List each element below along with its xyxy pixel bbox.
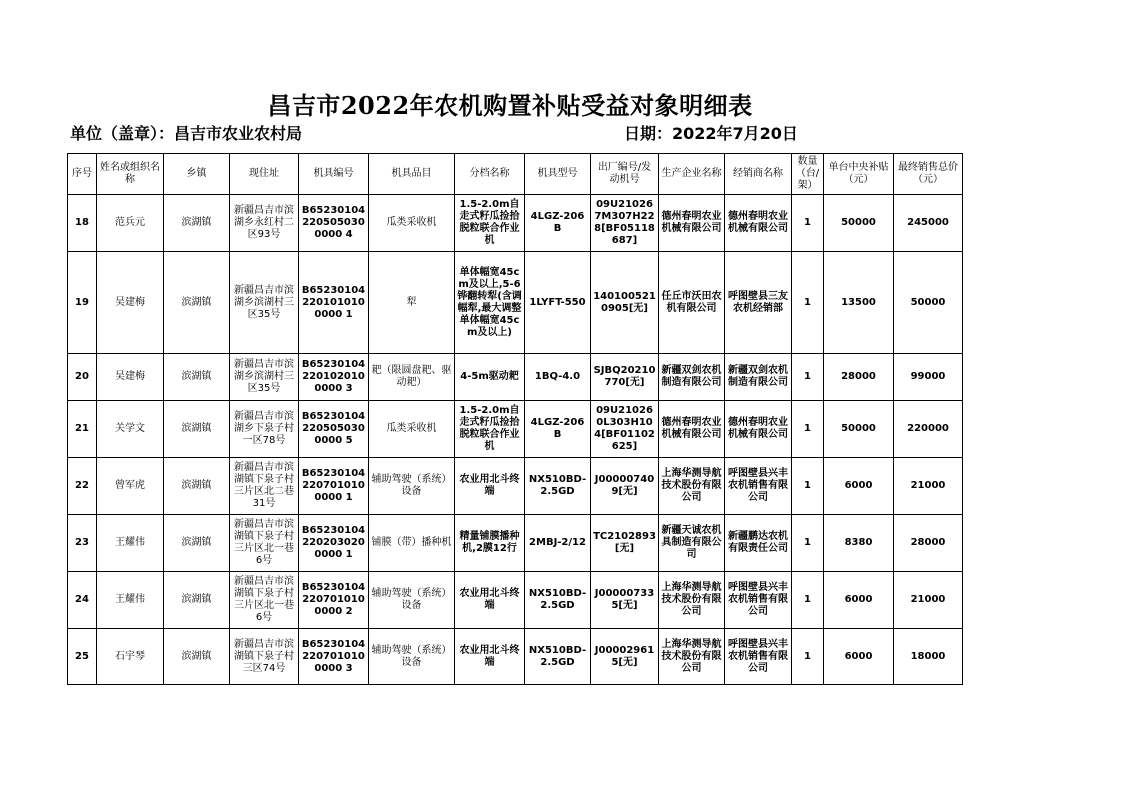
- cell-dealer: 呼图壁县兴丰农机销售有限公司: [725, 572, 792, 629]
- cell-category: 瓜类采收机: [369, 401, 455, 458]
- cell-factory-no: 1401005210905[无]: [591, 252, 659, 354]
- cell-model: NX510BD-2.5GD: [525, 458, 591, 515]
- cell-subsidy: 6000: [824, 572, 894, 629]
- cell-seq: 20: [68, 354, 97, 401]
- cell-maker: 上海华测导航技术股份有限公司: [659, 629, 725, 685]
- cell-subsidy: 6000: [824, 629, 894, 685]
- cell-grade: 1.5-2.0m自走式籽瓜捡拾脱粒联合作业机: [455, 195, 525, 252]
- cell-town: 滨湖镇: [164, 354, 230, 401]
- unit-label: 单位（盖章）：昌吉市农业农村局: [70, 124, 303, 143]
- cell-category: 犁: [369, 252, 455, 354]
- cell-machine-no: B652301042202030200000 1: [299, 515, 369, 572]
- cell-category: 辅助驾驶（系统）设备: [369, 629, 455, 685]
- cell-category: 辅助驾驶（系统）设备: [369, 458, 455, 515]
- cell-maker: 德州春明农业机械有限公司: [659, 195, 725, 252]
- cell-town: 滨湖镇: [164, 629, 230, 685]
- cell-name: 吴建梅: [97, 252, 164, 354]
- cell-model: 2MBJ-2/12: [525, 515, 591, 572]
- cell-price: 99000: [894, 354, 963, 401]
- cell-maker: 德州春明农业机械有限公司: [659, 401, 725, 458]
- table-row: [68, 629, 963, 685]
- cell-category: 瓜类采收机: [369, 195, 455, 252]
- cell-price: 245000: [894, 195, 963, 252]
- header-qty: 数量（台/架）: [792, 154, 824, 195]
- table-row: [68, 354, 963, 401]
- cell-subsidy: 50000: [824, 195, 894, 252]
- cell-model: 4LGZ-206B: [525, 401, 591, 458]
- header-dealer: 经销商名称: [725, 154, 792, 195]
- cell-category: 耙（限圆盘耙、驱动耙）: [369, 354, 455, 401]
- cell-seq: 19: [68, 252, 97, 354]
- cell-factory-no: 09U210260L303H104[BF01102625]: [591, 401, 659, 458]
- cell-town: 滨湖镇: [164, 572, 230, 629]
- cell-dealer: 呼图壁县兴丰农机销售有限公司: [725, 458, 792, 515]
- cell-factory-no: 09U210267M307H228[BF05118687]: [591, 195, 659, 252]
- header-maker: 生产企业名称: [659, 154, 725, 195]
- cell-name: 关学文: [97, 401, 164, 458]
- cell-subsidy: 6000: [824, 458, 894, 515]
- cell-seq: 23: [68, 515, 97, 572]
- header-name: 姓名或组织名称: [97, 154, 164, 195]
- header-machine-no: 机具编号: [299, 154, 369, 195]
- cell-town: 滨湖镇: [164, 252, 230, 354]
- cell-factory-no: J000007409[无]: [591, 458, 659, 515]
- cell-price: 28000: [894, 515, 963, 572]
- cell-machine-no: B652301042207010100000 3: [299, 629, 369, 685]
- cell-price: 21000: [894, 572, 963, 629]
- cell-model: 4LGZ-206B: [525, 195, 591, 252]
- cell-seq: 22: [68, 458, 97, 515]
- cell-name: 曾军虎: [97, 458, 164, 515]
- cell-maker: 上海华测导航技术股份有限公司: [659, 458, 725, 515]
- cell-subsidy: 28000: [824, 354, 894, 401]
- header-town: 乡镇: [164, 154, 230, 195]
- cell-factory-no: J000007335[无]: [591, 572, 659, 629]
- cell-name: 王耀伟: [97, 515, 164, 572]
- cell-qty: 1: [792, 252, 824, 354]
- header-category: 机具品目: [369, 154, 455, 195]
- cell-grade: 农业用北斗终端: [455, 458, 525, 515]
- cell-address: 新疆昌吉市滨湖镇下泉子村三区74号: [230, 629, 299, 685]
- cell-machine-no: B652301042201010100000 1: [299, 252, 369, 354]
- cell-machine-no: B652301042205050300000 4: [299, 195, 369, 252]
- cell-price: 50000: [894, 252, 963, 354]
- cell-machine-no: B652301042207010100000 1: [299, 458, 369, 515]
- header-factory-no: 出厂编号/发动机号: [591, 154, 659, 195]
- cell-maker: 任丘市沃田农机有限公司: [659, 252, 725, 354]
- cell-grade: 农业用北斗终端: [455, 629, 525, 685]
- table-row: [68, 515, 963, 572]
- cell-grade: 农业用北斗终端: [455, 572, 525, 629]
- cell-subsidy: 50000: [824, 401, 894, 458]
- cell-seq: 18: [68, 195, 97, 252]
- cell-price: 18000: [894, 629, 963, 685]
- cell-town: 滨湖镇: [164, 515, 230, 572]
- cell-model: NX510BD-2.5GD: [525, 572, 591, 629]
- cell-model: NX510BD-2.5GD: [525, 629, 591, 685]
- cell-grade: 1.5-2.0m自走式籽瓜捡拾脱粒联合作业机: [455, 401, 525, 458]
- document-title: 昌吉市2022年农机购置补贴受益对象明细表: [267, 91, 753, 120]
- cell-address: 新疆昌吉市滨湖乡滨湖村三区35号: [230, 252, 299, 354]
- cell-maker: 新疆天诚农机具制造有限公司: [659, 515, 725, 572]
- cell-town: 滨湖镇: [164, 458, 230, 515]
- cell-town: 滨湖镇: [164, 401, 230, 458]
- cell-subsidy: 8380: [824, 515, 894, 572]
- table-row: [68, 458, 963, 515]
- cell-address: 新疆昌吉市滨湖镇下泉子村三片区北一巷6号: [230, 515, 299, 572]
- cell-dealer: 呼图壁县三友农机经销部: [725, 252, 792, 354]
- cell-factory-no: SJBQ20210770[无]: [591, 354, 659, 401]
- cell-seq: 24: [68, 572, 97, 629]
- cell-address: 新疆昌吉市滨湖镇下泉子村三片区北二巷31号: [230, 458, 299, 515]
- cell-address: 新疆昌吉市滨湖乡永红村二区93号: [230, 195, 299, 252]
- date-label: 日期：2022年7月20日: [624, 124, 798, 143]
- cell-grade: 4-5m驱动耙: [455, 354, 525, 401]
- cell-subsidy: 13500: [824, 252, 894, 354]
- cell-dealer: 德州春明农业机械有限公司: [725, 195, 792, 252]
- cell-seq: 21: [68, 401, 97, 458]
- header-subsidy: 单台中央补贴（元）: [824, 154, 894, 195]
- cell-name: 石宇琴: [97, 629, 164, 685]
- cell-machine-no: B652301042207010100000 2: [299, 572, 369, 629]
- header-grade: 分档名称: [455, 154, 525, 195]
- table-row: [68, 572, 963, 629]
- cell-qty: 1: [792, 458, 824, 515]
- cell-category: 铺膜（带）播种机: [369, 515, 455, 572]
- header-address: 现住址: [230, 154, 299, 195]
- table-row: [68, 401, 963, 458]
- cell-name: 范兵元: [97, 195, 164, 252]
- cell-machine-no: B652301042205050300000 5: [299, 401, 369, 458]
- cell-address: 新疆昌吉市滨湖镇下泉子村三片区北一巷6号: [230, 572, 299, 629]
- cell-dealer: 新疆双剑农机制造有限公司: [725, 354, 792, 401]
- cell-qty: 1: [792, 629, 824, 685]
- table-row: [68, 252, 963, 354]
- cell-factory-no: J000029615[无]: [591, 629, 659, 685]
- cell-machine-no: B652301042201020100000 3: [299, 354, 369, 401]
- cell-qty: 1: [792, 354, 824, 401]
- cell-category: 辅助驾驶（系统）设备: [369, 572, 455, 629]
- cell-name: 吴建梅: [97, 354, 164, 401]
- cell-model: 1LYFT-550: [525, 252, 591, 354]
- cell-dealer: 德州春明农业机械有限公司: [725, 401, 792, 458]
- cell-name: 王耀伟: [97, 572, 164, 629]
- cell-model: 1BQ-4.0: [525, 354, 591, 401]
- header-price: 最终销售总价（元）: [894, 154, 963, 195]
- cell-qty: 1: [792, 515, 824, 572]
- cell-price: 21000: [894, 458, 963, 515]
- cell-maker: 新疆双剑农机制造有限公司: [659, 354, 725, 401]
- cell-price: 220000: [894, 401, 963, 458]
- cell-qty: 1: [792, 401, 824, 458]
- cell-address: 新疆昌吉市滨湖乡下泉子村一区78号: [230, 401, 299, 458]
- header-model: 机具型号: [525, 154, 591, 195]
- cell-factory-no: TC2102893[无]: [591, 515, 659, 572]
- cell-qty: 1: [792, 572, 824, 629]
- cell-dealer: 新疆鹏达农机有限责任公司: [725, 515, 792, 572]
- cell-town: 滨湖镇: [164, 195, 230, 252]
- cell-qty: 1: [792, 195, 824, 252]
- cell-grade: 精量铺膜播种机,2膜12行: [455, 515, 525, 572]
- cell-address: 新疆昌吉市滨湖乡滨湖村三区35号: [230, 354, 299, 401]
- header-seq: 序号: [68, 154, 97, 195]
- cell-maker: 上海华测导航技术股份有限公司: [659, 572, 725, 629]
- header-row: [68, 154, 963, 195]
- cell-dealer: 呼图壁县兴丰农机销售有限公司: [725, 629, 792, 685]
- table-row: [68, 195, 963, 252]
- cell-seq: 25: [68, 629, 97, 685]
- cell-grade: 单体幅宽45cm及以上,5-6铧翻转犁(含调幅犁,最大调整单体幅宽45cm及以上): [455, 252, 525, 354]
- subsidy-table: [67, 153, 963, 685]
